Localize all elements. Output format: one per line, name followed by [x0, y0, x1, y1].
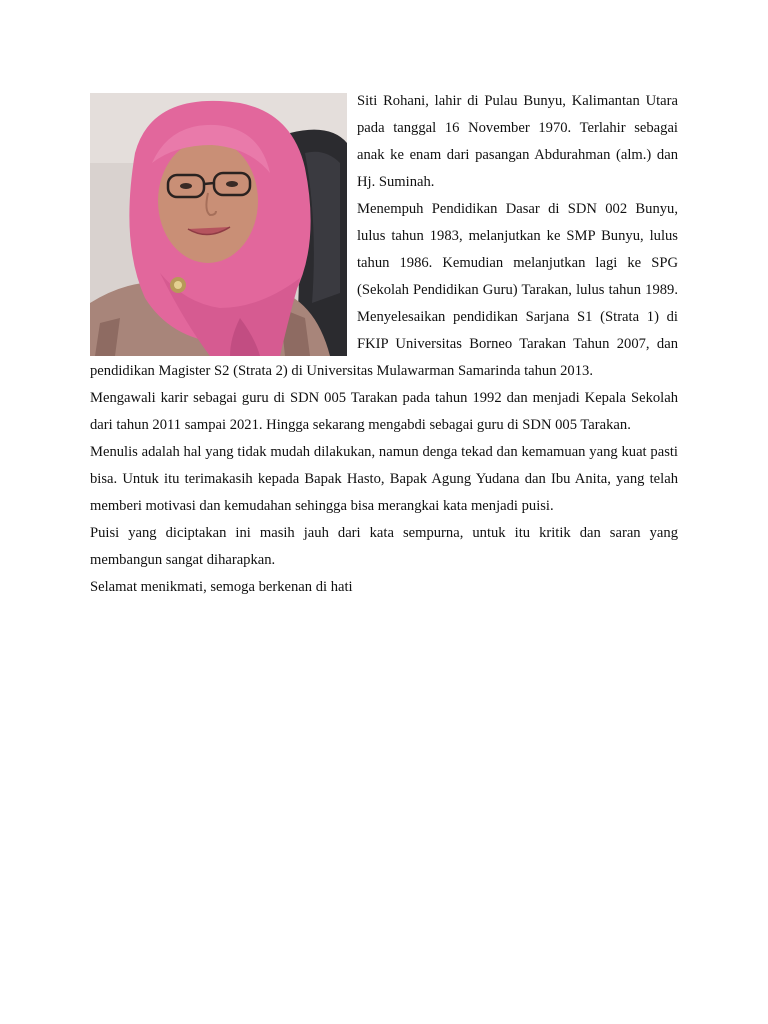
author-bio	[90, 88, 678, 601]
bio-paragraph-poetry: Puisi yang diciptakan ini masih jauh dari kata sempurna, untuk itu kritik dan saran yang membangun sangat diharapkan.	[90, 525, 678, 568]
bio-paragraph-career: Mengawali karir sebagai guru di SDN 005 Tarakan pada tahun 1992 dan menjadi Kepala Sekolah dari tahun 2011 sampai 2021. Hingga sekarang mengabdi sebagai guru di SDN 005 Tarakan.	[90, 390, 678, 433]
bio-paragraph-birth: Siti Rohani, lahir di Pulau Bunyu, Kalimantan Utara pada tanggal 16 November 1970. Terlahir sebagai anak ke enam dari pasangan Abdurahman (alm.) dan Hj. Suminah.	[357, 93, 678, 190]
author-photo	[90, 93, 347, 356]
bio-paragraph-writing: Menulis adalah hal yang tidak mudah dilakukan, namun denga tekad dan kemamuan yang kuat pasti bisa. Untuk itu terimakasih kepada Bapak Hasto, Bapak Agung Yudana dan Ibu Anita, yang telah memberi motivasi dan kemudahan sehingga bisa merangkai kata menjadi puisi.	[90, 444, 678, 514]
author-portrait-image	[90, 93, 347, 356]
bio-paragraph-closing: Selamat menikmati, semoga berkenan di hati	[90, 579, 353, 595]
bio-paragraph-education: Menempuh Pendidikan Dasar di SDN 002 Bunyu, lulus tahun 1983, melanjutkan ke SMP Bunyu, lulus tahun 1986. Kemudian melanjutkan lagi ke SPG (Sekolah Pendidikan Guru) Tarakan, lulus tahun 1989. Menyelesaikan pendidikan Sarjana S1 (Strata 1) di FKIP Universitas Borneo Tarakan Tahun 2007, dan pendidikan Magister S2 (Strata 2) di Universitas Mulawarman Samarinda tahun 2013.	[90, 201, 678, 379]
